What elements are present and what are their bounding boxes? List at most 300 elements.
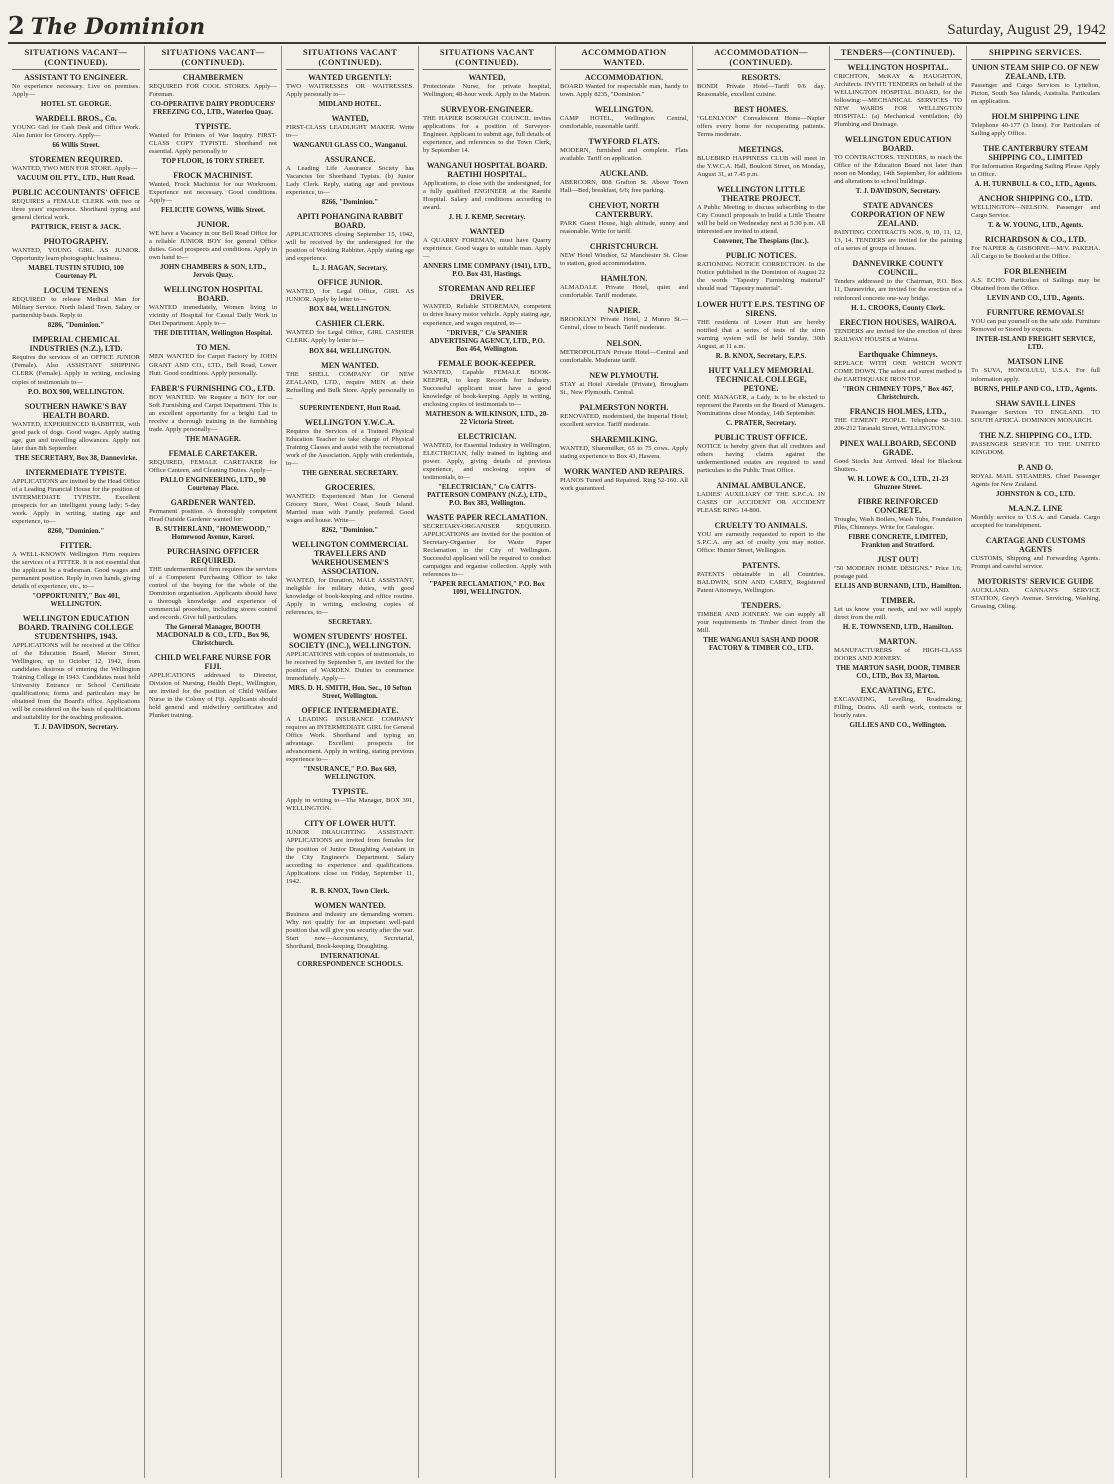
classified-ad bbox=[286, 540, 414, 626]
ad-body: A LEADING INSURANCE COMPANY requires an INTERMEDIATE GIRL for General Office Work. Shorthand and typing an advantage. Excellent prospects for advancement. Apply in writing, stating previous experience to— bbox=[286, 716, 414, 764]
ad-body: YOU can put yourself on the safe side. Furniture Removed or Stored by experts. bbox=[971, 318, 1100, 334]
classified-ad bbox=[560, 137, 688, 163]
ad-signature: P.O. BOX 900, WELLINGTON. bbox=[27, 387, 125, 396]
classified-ad bbox=[971, 399, 1100, 425]
classified-ad bbox=[834, 407, 962, 433]
classified-ad bbox=[971, 308, 1100, 351]
ad-heading: PUBLIC TRUST OFFICE. bbox=[714, 432, 808, 442]
classified-ad bbox=[971, 267, 1100, 302]
ad-signature: SUPERINTENDENT, Hutt Road. bbox=[299, 403, 401, 412]
ad-heading: HUTT VALLEY MEMORIAL TECHNICAL COLLEGE, PETONE. bbox=[708, 365, 814, 393]
ad-heading: WELLINGTON Y.W.C.A. bbox=[305, 417, 395, 427]
classified-ad bbox=[697, 251, 825, 293]
ad-heading: NEW PLYMOUTH. bbox=[589, 370, 659, 380]
ad-heading: LOCUM TENENS bbox=[43, 286, 109, 296]
ad-signature: "INSURANCE," P.O. Box 669, WELLINGTON. bbox=[303, 765, 397, 782]
ad-body: LADIES' AUXILIARY OF THE S.P.C.A. IN CASES OF ACCIDENT OR ACCIDENT PLEASE RING 14-800. bbox=[697, 490, 825, 514]
ad-body: TENDERS are invited for the erection of three RAILWAY HOUSES at Wairoa. bbox=[834, 327, 962, 343]
classified-ad bbox=[560, 169, 688, 195]
ad-heading: CITY OF LOWER HUTT. bbox=[304, 819, 396, 829]
ad-signature: "OPPORTUNITY," Box 401, WELLINGTON. bbox=[32, 592, 120, 608]
ad-body: Apply in writing to—The Manager, BOX 391, WELLINGTON. bbox=[286, 797, 414, 813]
classified-ad bbox=[971, 431, 1100, 457]
column-5 bbox=[556, 46, 693, 1478]
classified-ad bbox=[834, 135, 962, 195]
ad-heading: FEMALE CARETAKER. bbox=[168, 448, 258, 458]
ad-heading: TYPISTE. bbox=[331, 787, 369, 797]
ad-heading: PUBLIC ACCOUNTANTS' OFFICE bbox=[12, 188, 140, 198]
ad-heading: IMPERIAL CHEMICAL INDUSTRIES (N.Z.), LTD. bbox=[29, 335, 123, 354]
ad-body: SECRETARY-ORGANISER REQUIRED. APPLICATIONS are invited for the position of Secretary-Organiser for Waste Paper Reclamation in the City of Wellington. Successful applicant will be required to conduct campaigns and organise collection. Apply with references to— bbox=[423, 522, 551, 579]
ad-body: RENOVATED, modernised, the Imperial Hotel; excellent service. Tariff moderate. bbox=[560, 412, 688, 428]
ad-body: RATIONING NOTICE CORRECTION. In the Notice published in the Dominion of August 22 the words "Tapestry Furnishing material" should read "Tapestry material". bbox=[697, 261, 825, 293]
ad-signature: HOTEL ST. GEORGE. bbox=[40, 100, 112, 109]
ad-heading: APITI POHANGINA RABBIT BOARD. bbox=[296, 212, 404, 231]
ad-signature: FIBRE CONCRETE, LIMITED, Frankton and Stratford. bbox=[848, 532, 948, 549]
classified-ad bbox=[286, 819, 414, 894]
ad-body: NEW Hotel Windsor, 52 Manchester St. Close to station, good accommodation. bbox=[560, 252, 688, 268]
ad-signature: INTERNATIONAL CORRESPONDENCE SCHOOLS. bbox=[297, 951, 403, 968]
classified-ad bbox=[560, 467, 688, 493]
ad-heading: SHAREMILKING. bbox=[590, 434, 658, 444]
ad-body: Requires the services of an OFFICE JUNIOR (Female). Also ASSISTANT SHIPPING CLERK (Female). Apply in writing, enclosing copies of testimonials to— bbox=[12, 354, 140, 386]
classified-ad bbox=[697, 481, 825, 515]
ad-heading: JUST OUT! bbox=[877, 554, 919, 564]
ad-signature: "DRIVER," C/o SPANIER ADVERTISING AGENCY, LTD., P.O. Box 464, Wellington. bbox=[429, 328, 545, 353]
ad-body: BLUEBIRD HAPPINESS CLUB will meet in the Y.W.C.A. Hall, Boulcott Street, on Monday, August 31, at 7.45 p.m. bbox=[697, 155, 825, 179]
ad-signature: H. L. CROOKS, County Clerk. bbox=[851, 303, 945, 312]
column-heading: ACCOMMODATION—(CONTINUED). bbox=[697, 46, 825, 70]
ad-heading: WANGANUI HOSPITAL BOARD. RAETIHI HOSPITAL. bbox=[426, 161, 548, 180]
ad-signature: THE DIETITIAN, Wellington Hospital. bbox=[153, 329, 273, 338]
classified-ad bbox=[423, 284, 551, 352]
classified-ad bbox=[12, 541, 140, 608]
ad-heading: FOR BLENHEIM bbox=[1004, 267, 1067, 277]
ad-signature: TOP FLOOR, 16 TORY STREET. bbox=[161, 157, 265, 166]
column-1 bbox=[8, 46, 145, 1478]
classified-ad bbox=[834, 596, 962, 631]
ad-heading: MARTON. bbox=[878, 637, 917, 646]
classified-ad bbox=[149, 547, 277, 647]
classified-ad bbox=[12, 237, 140, 280]
classified-ad bbox=[697, 145, 825, 179]
ad-signature: BOX 844, WELLINGTON. bbox=[309, 346, 391, 355]
classified-ad bbox=[971, 536, 1100, 571]
classified-ad bbox=[560, 371, 688, 397]
column-4 bbox=[419, 46, 556, 1478]
classified-ad bbox=[149, 653, 277, 720]
ad-body: METROPOLITAN Private Hotel—Central and comfortable. Moderate tariff. bbox=[560, 348, 688, 364]
ad-body: EXCAVATING, Levelling, Roadmaking, Filling, Drains. All earth work, contracts or hourly rates. bbox=[834, 696, 962, 720]
column-heading: SITUATIONS VACANT (CONTINUED). bbox=[286, 46, 414, 70]
ad-heading: CHAMBERMEN bbox=[182, 73, 244, 82]
ad-body: REQUIRED FOR COOL STORES. Apply—Foreman. bbox=[149, 83, 277, 99]
classified-ad bbox=[12, 286, 140, 329]
ad-body: "50 MODERN HOME DESIGNS." Price 1/6; postage paid. bbox=[834, 564, 962, 580]
ad-heading: PATENTS. bbox=[742, 561, 780, 571]
ad-heading: FEMALE BOOK-KEEPER. bbox=[438, 358, 536, 368]
classified-ad bbox=[971, 63, 1100, 106]
ad-body: For Information Regarding Sailing Please Apply to Office. bbox=[971, 163, 1100, 179]
ad-body: PIANOS Tuned and Repaired. Ring 52-160. All work guaranteed. bbox=[560, 476, 688, 492]
classified-ad bbox=[834, 439, 962, 491]
ad-body: REQUIRED, FEMALE CARETAKER for Office Canteen, and Cleaning Duties. Apply— bbox=[149, 458, 277, 474]
ad-heading: WOMEN WANTED. bbox=[314, 900, 386, 910]
ad-heading: PHOTOGRAPHY. bbox=[43, 237, 109, 247]
classified-ad bbox=[697, 73, 825, 99]
ad-heading: WANTED bbox=[469, 227, 505, 237]
classified-ad bbox=[834, 318, 962, 344]
classified-ad bbox=[149, 384, 277, 443]
ad-body: WANTED immediately, Women living in vicinity of Hospital for Casual Daily Work in Diet Department. Apply to— bbox=[149, 304, 277, 328]
ad-signature: JOHNSTON & CO., LTD. bbox=[996, 489, 1075, 498]
ad-signature: J. H. J. KEMP, Secretary. bbox=[448, 213, 526, 222]
ad-heading: FABER'S FURNISHING CO., LTD. bbox=[150, 383, 276, 393]
ad-body: ALMADALE Private Hotel, quiet and comfortable. Tariff moderate. bbox=[560, 284, 688, 300]
ad-signature: THE SECRETARY, Box 38, Dannevirke. bbox=[14, 453, 138, 462]
classified-ad bbox=[286, 418, 414, 477]
classified-ad bbox=[149, 171, 277, 214]
ad-body: CUSTOMS, Shipping and Forwarding Agents. Prompt and careful service. bbox=[971, 554, 1100, 570]
classified-ad bbox=[971, 357, 1100, 392]
ad-heading: FURNITURE REMOVALS! bbox=[986, 308, 1085, 318]
column-heading: SITUATIONS VACANT—(CONTINUED). bbox=[12, 46, 140, 70]
ad-heading: WELLINGTON EDUCATION BOARD. TRAINING COLLEGE STUDENTSHIPS, 1943. bbox=[18, 614, 134, 641]
classified-ad bbox=[697, 300, 825, 360]
classified-ad bbox=[971, 463, 1100, 498]
ad-signature: 66 Willis Street. bbox=[52, 141, 100, 150]
ad-body: THE CEMENT PEOPLE. Telephone 50-310. 206-212 Taranaki Street, WELLINGTON. bbox=[834, 416, 962, 432]
ad-body: A Public Meeting to discuss subscribing to the City Council proposals to build a Little Theatre will be held on Wednesday next at 5.30 p.m. All interested are invited to attend. bbox=[697, 204, 825, 236]
classified-ad bbox=[697, 561, 825, 595]
ad-body: WANTED, EXPERIENCED RABBITER, with good pack of dogs. Good wages. Apply stating age, gun and travelling allowances. Apply not later than 8th September. bbox=[12, 420, 140, 452]
ad-body: THE undermentioned firm requires the services of a Competent Purchasing Officer to take control of the buying for the whole of the Dominion organisation. Applicants should have a thorough knowledge and experience of commercial procedure, including stores control and records. Give full particulars. bbox=[149, 565, 277, 622]
classified-ad bbox=[560, 105, 688, 131]
ad-signature: MIDLAND HOTEL. bbox=[318, 100, 382, 109]
ad-body: A.S. ECHO. Particulars of Sailings may be Obtained from the Office. bbox=[971, 277, 1100, 293]
ad-signature: "IRON CHIMNEY TOPS," Box 467, Christchurch. bbox=[842, 384, 954, 401]
ad-body: WANTED, for Essential Industry in Wellington, ELECTRICIAN, fully trained in lighting and power. Apply, giving details of previous experience, and enclosing copies of testimonials, to— bbox=[423, 441, 551, 481]
ad-heading: PURCHASING OFFICER REQUIRED. bbox=[167, 546, 259, 565]
classified-ad bbox=[971, 144, 1100, 188]
ad-body: TWO WAITRESSES OR WAITRESSES. Apply personally to— bbox=[286, 83, 414, 99]
ad-signature: SECRETARY. bbox=[328, 618, 372, 627]
classified-ad bbox=[149, 498, 277, 541]
ad-body: WANTED for Legal Office, GIRL CASHIER CLERK. Apply by letter to— bbox=[286, 329, 414, 345]
classified-ad bbox=[149, 343, 277, 377]
ad-body: WANTED, YOUNG GIRL AS JUNIOR. Opportunity learn photographic business. bbox=[12, 247, 140, 263]
ad-heading: SURVEYOR-ENGINEER. bbox=[441, 105, 533, 115]
ad-signature: LEVIN AND CO., LTD., Agents. bbox=[986, 294, 1085, 303]
classified-ad bbox=[423, 105, 551, 155]
classified-ad bbox=[423, 161, 551, 221]
ad-body: A QUARRY FOREMAN, must have Quarry experience. Good wages to suitable man. Apply— bbox=[423, 237, 551, 261]
ad-heading: NELSON. bbox=[606, 338, 642, 348]
ad-body: APPLICATIONS with copies of testimonials, to be received by September 5, are invited for the position of WARDEN. Duties to commence immediately. Apply— bbox=[286, 651, 414, 683]
ad-heading: TO MEN. bbox=[195, 343, 231, 353]
ad-body: Troughs, Wash Boilers, Wash Tubs, Foundation Piles, Chimneys. Write for Catalogue. bbox=[834, 515, 962, 531]
classified-ad bbox=[286, 212, 414, 272]
ad-body: Let us know your needs, and we will supply direct from the mill. bbox=[834, 605, 962, 621]
ad-heading: UNION STEAM SHIP CO. OF NEW ZEALAND, LTD. bbox=[971, 63, 1100, 81]
ad-body: Applications, to close with the undersigned, for a fully qualified ENGINEER at the Raetihi Hospital. Salary and conditions according to award. bbox=[423, 180, 551, 212]
ad-signature: 8286, "Dominion." bbox=[47, 321, 105, 330]
ad-heading: MOTORISTS' SERVICE GUIDE bbox=[977, 576, 1094, 586]
classified-ad bbox=[834, 259, 962, 311]
ad-signature: The General Manager, BOOTH MACDONALD & CO., LTD., Box 96, Christchurch. bbox=[156, 623, 270, 648]
ad-body: AUCKLAND. CANNAN'S SERVICE STATION, Grey's Avenue. Servicing, Washing, Greasing, Oiling. bbox=[971, 586, 1100, 610]
ad-heading: ELECTRICIAN. bbox=[457, 431, 517, 441]
ad-body: Telephone 40-177 (3 lines). For Particulars of Sailing apply Office. bbox=[971, 122, 1100, 138]
ad-heading: CARTAGE AND CUSTOMS AGENTS bbox=[985, 535, 1086, 554]
classified-ad bbox=[286, 787, 414, 813]
ad-heading: NAPIER. bbox=[607, 306, 641, 316]
column-7 bbox=[830, 46, 967, 1478]
ad-heading: TIMBER. bbox=[880, 595, 916, 605]
ad-heading: THE N.Z. SHIPPING CO., LTD. bbox=[979, 430, 1092, 440]
ad-body: APPLICATIONS closing September 15, 1942, will be received by the undersigned for the position of Working Rabbiter. Apply stating age and experience. bbox=[286, 231, 414, 263]
column-heading: TENDERS—(CONTINUED). bbox=[834, 46, 962, 60]
ad-heading: WELLINGTON COMMERCIAL TRAVELLERS AND WAREHOUSEMEN'S ASSOCIATION. bbox=[291, 539, 409, 576]
ad-signature: H. E. TOWNSEND, LTD., Hamilton. bbox=[842, 623, 954, 631]
ad-signature: R. B. KNOX, Town Clerk. bbox=[310, 886, 390, 895]
classified-ad bbox=[149, 122, 277, 165]
ad-signature: Convener, The Thespians (Inc.). bbox=[713, 237, 809, 246]
ad-signature: THE MANAGER. bbox=[185, 434, 241, 443]
ad-heading: GROCERIES. bbox=[324, 482, 375, 492]
ad-signature: MRS. D. H. SMITH, Hon. Sec., 10 Sefton Street, Wellington. bbox=[288, 684, 412, 701]
column-heading: ACCOMMODATION WANTED. bbox=[560, 46, 688, 70]
classified-ad bbox=[971, 577, 1100, 611]
classified-ad bbox=[971, 112, 1100, 138]
ad-body: Wanted, Frock Machinist for our Workroom. Experience not necessary. Good conditions. Apply— bbox=[149, 181, 277, 205]
ad-signature: ELLIS AND BURNAND, LTD., Hamilton. bbox=[834, 581, 962, 590]
ad-body: A Leading Life Assurance Society has Vacancies for Shorthand Typists. (b) Junior Lady Clerk. Reply, stating age and previous experience, to— bbox=[286, 165, 414, 197]
ad-body: ABERCORN, 808 Grafton St. Above Town Hall—Bed, breakfast, 6/6; free parking. bbox=[560, 179, 688, 195]
classified-ad bbox=[560, 435, 688, 461]
ad-body: NOTICE is hereby given that all creditors and others having claims against the undermentioned estates are required to send particulars to the Public Trust Office. bbox=[697, 442, 825, 474]
classified-ad bbox=[423, 227, 551, 278]
ad-body: To SUVA, HONOLULU, U.S.A. For full information apply. bbox=[971, 367, 1100, 383]
ad-signature: MABEL TUSTIN STUDIO, 100 Courtenay Pl. bbox=[28, 264, 124, 281]
paper-name: The Dominion bbox=[30, 14, 206, 40]
classified-ad bbox=[423, 432, 551, 507]
ad-signature: B. SUTHERLAND, "HOMEWOOD," Homewood Avenue, Karori. bbox=[155, 524, 271, 541]
ad-heading: Earthquake Chimneys. bbox=[858, 349, 938, 359]
classified-ad bbox=[560, 339, 688, 365]
ad-signature: THE MARTON SASH, DOOR, TIMBER CO., LTD., Box 33, Marton. bbox=[835, 664, 961, 681]
classified-ad bbox=[12, 155, 140, 182]
ad-body: "GLENLYON" Convalescent Home—Napier offers every home for recuperating patients. Terms moderate. bbox=[697, 115, 825, 139]
ad-heading: CHEVIOT, NORTH CANTERBURY. bbox=[588, 201, 660, 220]
ad-signature: "PAPER RECLAMATION," P.O. Box 1091, WELLINGTON. bbox=[429, 580, 545, 597]
ad-body: ROYAL MAIL STEAMERS. Chief Passenger Agents for New Zealand. bbox=[971, 472, 1100, 488]
ad-signature: THE WANGANUI SASH AND DOOR FACTORY & TIMBER CO., LTD. bbox=[703, 636, 819, 653]
classified-ad bbox=[149, 73, 277, 116]
page-number: 2 bbox=[8, 11, 25, 40]
classified-ad bbox=[149, 285, 277, 337]
ad-body: STAY at Hotel Airedale (Private), Brougham St., New Plymouth. Central. bbox=[560, 380, 688, 396]
masthead-left bbox=[8, 11, 205, 40]
ad-body: THE HAPIER BOROUGH COUNCIL invites applications for a position of Surveyor-Engineer. Applicant to submit age, full details of experience, and references to the Town Clerk, by September 14. bbox=[423, 115, 552, 155]
ad-heading: WARDELL BROS., Co. bbox=[35, 114, 117, 124]
classified-ad bbox=[149, 449, 277, 492]
ad-heading: HOLM SHIPPING LINE bbox=[991, 112, 1080, 122]
column-heading: SITUATIONS VACANT (CONTINUED). bbox=[423, 46, 551, 70]
ad-heading: TENDERS. bbox=[741, 601, 781, 611]
ad-signature: 8266, "Dominion." bbox=[321, 198, 379, 207]
ad-body: Business and industry are demanding women. Why not qualify for an important well-paid position that will give you security after the war. Start now—Accountancy, Secretarial, Shorthand, Book-keeping, Draughting. bbox=[286, 910, 414, 950]
classified-ad bbox=[834, 63, 962, 129]
ad-body: PASSENGER SERVICE TO THE UNITED KINGDOM. bbox=[971, 440, 1100, 456]
ad-signature: FELICITE GOWNS, Willis Street. bbox=[160, 206, 266, 215]
classified-ad bbox=[12, 402, 140, 462]
ad-heading: ERECTION HOUSES, WAIROA. bbox=[839, 317, 957, 327]
ad-body: For NAPIER & GISBORNE—M/V. PAKEHA. All Cargo to be Booked at the Office. bbox=[971, 245, 1100, 261]
classified-ad bbox=[834, 350, 962, 401]
ad-heading: WOMEN STUDENTS' HOSTEL SOCIETY (INC.), WELLINGTON. bbox=[289, 632, 411, 651]
ad-body: REPLACE WITH ONE WHICH WON'T COME DOWN. The safest and surest method is the EARTHQUAKE IRON TOP. bbox=[834, 359, 962, 383]
ad-heading: CRUELTY TO ANIMALS. bbox=[714, 520, 808, 530]
classified-ad bbox=[149, 220, 277, 279]
ad-heading: WORK WANTED AND REPAIRS. bbox=[563, 466, 685, 476]
ad-heading: RESORTS. bbox=[741, 73, 781, 82]
ad-body: WE have a Vacancy in our Bell Road Office for a reliable JUNIOR BOY for general Office duties. Good prospects and conditions. Apply in own hand to— bbox=[149, 230, 277, 262]
classified-ad bbox=[286, 361, 414, 412]
ad-heading: FRANCIS HOLMES, LTD., bbox=[849, 406, 947, 416]
ad-heading: TYPISTE. bbox=[194, 122, 232, 132]
ad-signature: PATTRICK, FEIST & JACK. bbox=[31, 223, 121, 232]
ad-body: Wanted for Printers of War Inquiry. FIRST-CLASS COPY TYPISTE. Shorthand not essential. Apply personally to bbox=[149, 132, 277, 156]
ad-body: PARK Guest House, high altitude, sunny and reasonable. Write for tariff. bbox=[560, 220, 688, 236]
classified-ad bbox=[423, 73, 551, 99]
classified-ad bbox=[971, 235, 1100, 261]
ad-heading: MEN WANTED. bbox=[321, 360, 379, 370]
column-8 bbox=[967, 46, 1104, 1478]
classified-ad bbox=[560, 274, 688, 300]
classified-ad bbox=[834, 686, 962, 729]
ad-signature: L. J. HAGAN, Secretary. bbox=[312, 264, 388, 273]
ad-heading: SOUTHERN HAWKE'S BAY HEALTH BOARD. bbox=[24, 401, 128, 420]
ad-signature: 8260, "Dominion." bbox=[47, 526, 105, 535]
ad-heading: WANTED URGENTLY: bbox=[308, 73, 392, 82]
ad-heading: PUBLIC NOTICES. bbox=[725, 251, 797, 261]
ad-heading: FITTER. bbox=[60, 540, 92, 550]
ad-heading: RICHARDSON & CO., LTD. bbox=[984, 235, 1087, 245]
ad-signature: INTER-ISLAND FREIGHT SERVICE, LTD. bbox=[975, 335, 1096, 352]
ad-signature: T. J. DAVIDSON, Secretary. bbox=[33, 723, 119, 732]
classified-ad bbox=[697, 521, 825, 555]
ad-signature: C. PRATER, Secretary. bbox=[725, 418, 797, 427]
classified-ad bbox=[286, 278, 414, 313]
ad-heading: WELLINGTON HOSPITAL BOARD. bbox=[163, 285, 263, 304]
ad-heading: FROCK MACHINIST. bbox=[173, 171, 253, 181]
ad-body: WANTED, for Duration, MALE ASSISTANT, ineligible for military duties, with good knowledge of book-keeping and office routine. Apply in writing, enclosing copies of references, to— bbox=[286, 576, 414, 617]
ad-body: MODERN, furnished and complete. Flats available. Tariff on application. bbox=[560, 147, 688, 163]
ad-signature: GILLIES AND CO., Wellington. bbox=[849, 721, 947, 730]
classified-ad bbox=[834, 637, 962, 680]
ad-heading: ACCOMMODATION. bbox=[584, 73, 664, 82]
ad-body: A WELL-KNOWN Wellington Firm requires the services of a FITTER. It is not essential that the applicant be a tradesman. Good wages and permanent position. Reply in own hands, giving details of experience, etc., to— bbox=[12, 550, 140, 590]
ad-body: WANTED, Reliable STOREMAN, competent to drive heavy motor vehicle. Apply stating age, experience, and wages required, to— bbox=[423, 303, 551, 327]
ad-body: APPLICATIONS addressed to Director, Division of Nursing, Health Dept., Wellington, are invited for the position of Child Welfare Nurse in the Colony of Fiji. Applicants should hold general and midwifery certificates and Plunket training. bbox=[149, 672, 277, 720]
ad-heading: WELLINGTON HOSPITAL. bbox=[847, 63, 949, 72]
ad-heading: TWYFORD FLATS. bbox=[588, 137, 660, 147]
ad-heading: THE CANTERBURY STEAM SHIPPING CO., LIMITED bbox=[982, 144, 1089, 163]
column-heading: SITUATIONS VACANT—(CONTINUED). bbox=[149, 46, 277, 70]
classified-ad bbox=[560, 403, 688, 429]
ad-heading: WASTE PAPER RECLAMATION. bbox=[426, 512, 548, 522]
ad-heading: WELLINGTON EDUCATION BOARD. bbox=[844, 135, 952, 154]
classified-ad bbox=[834, 201, 962, 253]
ad-heading: P. AND O. bbox=[1017, 462, 1054, 472]
ad-body: WANTED, TWO MEN FOR STORE. Apply— bbox=[12, 165, 138, 173]
column-2 bbox=[145, 46, 282, 1478]
ad-heading: LOWER HUTT E.P.S. TESTING OF SIRENS. bbox=[697, 299, 825, 318]
ad-heading: BEST HOMES. bbox=[733, 105, 789, 115]
ad-heading: SHAW SAVILL LINES bbox=[995, 398, 1076, 408]
classified-ad bbox=[12, 335, 140, 395]
classified-ad bbox=[12, 614, 140, 731]
ad-signature: 8262, "Dominion." bbox=[321, 525, 379, 534]
ad-body: Monthly service to U.S.A. and Canada. Cargo accepted for transhipment. bbox=[971, 513, 1100, 529]
ad-heading: ASSISTANT TO ENGINEER. bbox=[24, 73, 128, 82]
ad-heading: HAMILTON. bbox=[600, 274, 648, 284]
classified-ad bbox=[286, 73, 414, 108]
classified-ad bbox=[560, 242, 688, 268]
ad-body: APPLICATIONS will be received at the Office of the Education Board, Mercer Street, Wellington, up to October 12, 1942, from candidates desirous of entering the Wellington Training College in 1943. Candidates must hold University Entrance or School Certificate qualifications; forms and particulars may be obtained from the Board's office. Applications will be considered on the basis of qualifications and suitability for the teaching profession. bbox=[12, 642, 140, 722]
ad-heading: WELLINGTON LITTLE THEATRE PROJECT. bbox=[716, 185, 806, 204]
ad-signature: PALLO ENGINEERING, LTD., 90 Courtenay Place. bbox=[160, 475, 266, 492]
ad-body: WANTED, Sharemilker, 65 to 75 cows. Apply stating experience to Box 43, Hawera. bbox=[560, 444, 688, 460]
ad-body: REQUIRED to release Medical Man for Military Service. North Island Town. Salary or partnership basis. Reply to bbox=[12, 296, 140, 320]
classified-ad bbox=[697, 433, 825, 475]
ad-body: WELLINGTON—NELSON. Passenger and Cargo Service. bbox=[971, 204, 1100, 220]
column-heading: SHIPPING SERVICES. bbox=[971, 46, 1100, 60]
classified-ad bbox=[286, 901, 414, 968]
ad-signature: R. B. KNOX, Secretary, E.P.S. bbox=[715, 351, 807, 360]
ad-body: Tenders addressed to the Chairman, P.O. Box 11, Dannevirke, are invited for the erection of a reinforced concrete one-way bridge. bbox=[834, 278, 962, 302]
classified-ad bbox=[834, 497, 962, 549]
ad-heading: OFFICE JUNIOR. bbox=[317, 278, 383, 288]
classified-ad bbox=[423, 359, 551, 426]
classified-ad bbox=[286, 155, 414, 206]
ad-body: YOUNG Girl for Cash Desk and Office Work. Also Junior for Grocery. Apply— bbox=[12, 124, 140, 140]
classified-ad bbox=[697, 366, 825, 427]
ad-body: WANTED, for Legal Office, GIRL AS JUNIOR. Apply by letter to— bbox=[286, 288, 414, 304]
ad-body: THE SHELL COMPANY OF NEW ZEALAND, LTD., require MEN at their Refuelling and Bulk Store. Apply personally to— bbox=[286, 370, 414, 402]
ad-body: PAINTING CONTRACTS NOS. 9, 10, 11, 12, 13, 14. TENDERS are invited for the painting of a series of groups of houses. bbox=[834, 229, 962, 253]
masthead bbox=[8, 6, 1106, 44]
classified-ad bbox=[12, 73, 140, 108]
ad-body: JUNIOR DRAUGHTING ASSISTANT. APPLICATIONS are invited from females for the position of Junior Draughting Assistant in the City Engineer's Department. Salary according to experience and qualifications. Applications close on Friday, September 11, 1942. bbox=[286, 829, 414, 885]
ad-heading: JUNIOR. bbox=[196, 220, 230, 230]
classified-ad bbox=[697, 185, 825, 245]
ad-heading: AUCKLAND. bbox=[599, 169, 649, 179]
ad-signature: BURNS, PHILP AND CO., LTD., Agents. bbox=[973, 384, 1098, 393]
ad-body: BONDI Private Hotel—Tariff 9/6 day. Reasonable, excellent cuisine. bbox=[697, 83, 825, 99]
classified-ad bbox=[12, 188, 140, 231]
ad-heading: M.A.N.Z. LINE bbox=[1008, 503, 1063, 513]
ad-heading: CASHIER CLERK. bbox=[315, 319, 385, 329]
classified-ad bbox=[12, 114, 140, 149]
ad-body: THE residents of Lower Hutt are hereby notified that a series of tests of the siren warning system will be held Sunday, 30th August, at 11 a.m. bbox=[697, 318, 825, 350]
ad-signature: BOX 844, WELLINGTON. bbox=[309, 305, 391, 314]
ad-body: MANUFACTURERS of HIGH-CLASS DOORS AND JOINERY. bbox=[834, 647, 962, 663]
ad-body: WANTED, Capable FEMALE BOOK-KEEPER, to keep Records for Industry. Successful applicant must have a good knowledge of book-keeping. Apply in writing, enclosing copies of testimonials to— bbox=[423, 368, 551, 408]
ad-body: TIMBER AND JOINERY. We can supply all your requirements in Timber direct from the Mill. bbox=[697, 611, 825, 635]
ad-signature: A. H. TURNBULL & CO., LTD., Agents. bbox=[974, 180, 1097, 189]
